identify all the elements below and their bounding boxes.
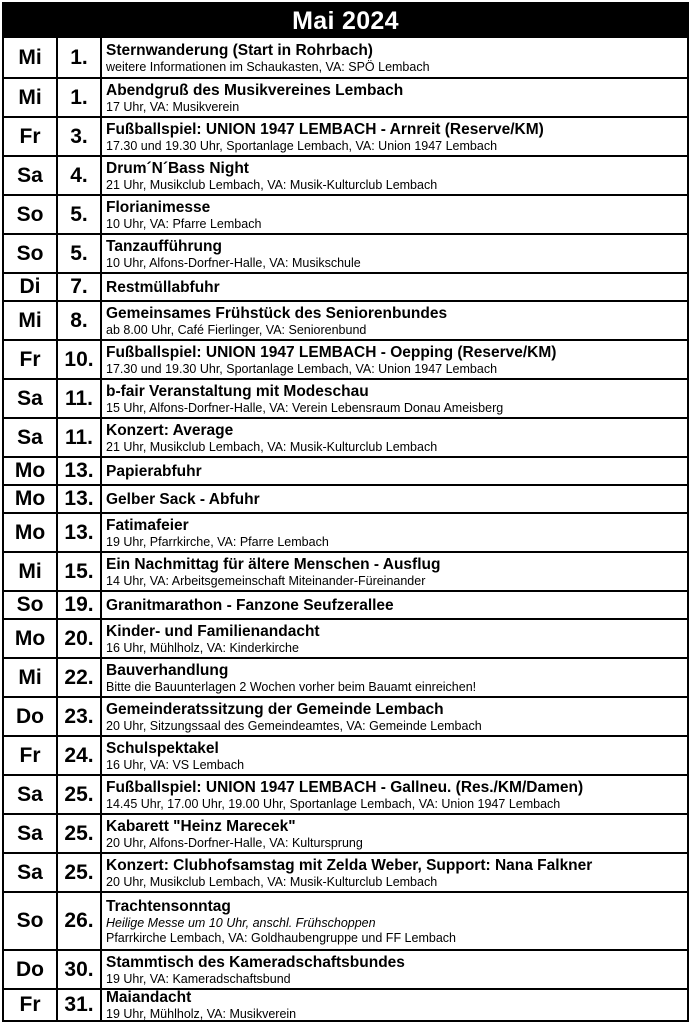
event-title: Kabarett "Heinz Marecek" (106, 817, 296, 835)
date-cell: 13. (58, 514, 102, 551)
event-title: Maiandacht (106, 990, 192, 1006)
event-row (4, 696, 687, 735)
event-title: Ein Nachmittag für ältere Menschen - Ausflug (106, 555, 441, 573)
event-row (4, 774, 687, 813)
event-cell (102, 514, 687, 551)
event-row (4, 300, 687, 339)
month-title: Mai 2024 (292, 6, 399, 35)
event-row (4, 77, 687, 116)
date-cell: 25. (58, 854, 102, 891)
event-cell (102, 990, 687, 1020)
event-row (4, 891, 687, 949)
event-cell (102, 274, 687, 300)
date-cell: 11. (58, 380, 102, 417)
event-title: Trachtensonntag (106, 897, 231, 915)
weekday-cell: Mi (4, 302, 58, 339)
event-cell (102, 341, 687, 378)
date-cell: 3. (58, 118, 102, 155)
event-row (4, 590, 687, 618)
event-cell (102, 951, 687, 988)
event-detail: 17.30 und 19.30 Uhr, Sportanlage Lembach, VA: Union 1947 Lembach (106, 361, 498, 376)
event-title: Granitmarathon - Fanzone Seufzerallee (106, 596, 394, 614)
event-cell (102, 196, 687, 233)
weekday-cell: Mo (4, 514, 58, 551)
event-title: Fußballspiel: UNION 1947 LEMBACH - Oepping (Reserve/KM) (106, 343, 557, 361)
event-calendar (2, 2, 689, 1022)
event-row (4, 233, 687, 272)
weekday-cell: Fr (4, 341, 58, 378)
weekday-cell: Mi (4, 659, 58, 696)
event-title: Bauverhandlung (106, 661, 229, 679)
weekday-cell: Mi (4, 79, 58, 116)
event-cell (102, 854, 687, 891)
event-title: Papierabfuhr (106, 462, 202, 480)
event-title: Schulspektakel (106, 739, 219, 757)
event-title: Fatimafeier (106, 516, 189, 534)
event-row (4, 38, 687, 77)
event-detail: 14 Uhr, VA: Arbeitsgemeinschaft Miteinander-Füreinander (106, 573, 426, 588)
event-title: Fußballspiel: UNION 1947 LEMBACH - Gallneu. (Res./KM/Damen) (106, 778, 584, 796)
event-row (4, 116, 687, 155)
weekday-cell: Do (4, 951, 58, 988)
event-title: Gemeinsames Frühstück des Seniorenbundes (106, 304, 448, 322)
event-title: Tanzaufführung (106, 237, 222, 255)
event-detail: 16 Uhr, VA: VS Lembach (106, 757, 245, 772)
date-cell: 13. (58, 486, 102, 512)
date-cell: 11. (58, 419, 102, 456)
date-cell: 15. (58, 553, 102, 590)
event-detail: 19 Uhr, Mühlholz, VA: Musikverein (106, 1007, 297, 1020)
event-cell (102, 157, 687, 194)
event-row (4, 417, 687, 456)
event-detail: 16 Uhr, Mühlholz, VA: Kinderkirche (106, 640, 299, 655)
event-row (4, 272, 687, 300)
event-row (4, 194, 687, 233)
weekday-cell: So (4, 196, 58, 233)
event-detail: 19 Uhr, Pfarrkirche, VA: Pfarre Lembach (106, 534, 329, 549)
weekday-cell: Fr (4, 737, 58, 774)
event-row (4, 988, 687, 1020)
event-cell (102, 698, 687, 735)
event-row (4, 813, 687, 852)
weekday-cell: Mo (4, 458, 58, 484)
event-cell (102, 486, 687, 512)
event-detail: 21 Uhr, Musikclub Lembach, VA: Musik-Kulturclub Lembach (106, 177, 438, 192)
event-detail: ab 8.00 Uhr, Café Fierlinger, VA: Seniorenbund (106, 322, 367, 337)
event-row (4, 512, 687, 551)
event-title: Konzert: Average (106, 421, 234, 439)
event-title: Fußballspiel: UNION 1947 LEMBACH - Arnreit (Reserve/KM) (106, 120, 544, 138)
date-cell: 25. (58, 776, 102, 813)
event-detail: 17.30 und 19.30 Uhr, Sportanlage Lembach, VA: Union 1947 Lembach (106, 138, 498, 153)
event-detail: 21 Uhr, Musikclub Lembach, VA: Musik-Kulturclub Lembach (106, 439, 438, 454)
event-cell (102, 659, 687, 696)
event-cell (102, 458, 687, 484)
event-detail: 17 Uhr, VA: Musikverein (106, 99, 240, 114)
weekday-cell: Do (4, 698, 58, 735)
weekday-cell: Mi (4, 38, 58, 77)
date-cell: 30. (58, 951, 102, 988)
event-row (4, 155, 687, 194)
weekday-cell: Sa (4, 157, 58, 194)
event-title: Gemeinderatssitzung der Gemeinde Lembach (106, 700, 444, 718)
calendar-month-header (4, 4, 687, 38)
event-row (4, 456, 687, 484)
event-detail: Bitte die Bauunterlagen 2 Wochen vorher beim Bauamt einreichen! (106, 679, 477, 694)
date-cell: 4. (58, 157, 102, 194)
date-cell: 24. (58, 737, 102, 774)
weekday-cell: So (4, 235, 58, 272)
weekday-cell: Di (4, 274, 58, 300)
event-cell (102, 419, 687, 456)
event-row (4, 657, 687, 696)
event-row (4, 551, 687, 590)
event-cell (102, 118, 687, 155)
event-cell (102, 38, 687, 77)
event-row (4, 484, 687, 512)
event-list (4, 38, 687, 1020)
weekday-cell: Sa (4, 815, 58, 852)
event-detail: 20 Uhr, Sitzungssaal des Gemeindeamtes, VA: Gemeinde Lembach (106, 718, 482, 733)
event-title: Sternwanderung (Start in Rohrbach) (106, 41, 373, 59)
event-title: Abendgruß des Musikvereines Lembach (106, 81, 404, 99)
event-row (4, 618, 687, 657)
event-cell (102, 380, 687, 417)
weekday-cell: Fr (4, 990, 58, 1020)
weekday-cell: So (4, 592, 58, 618)
event-detail: 15 Uhr, Alfons-Dorfner-Halle, VA: Verein Lebensraum Donau Ameisberg (106, 400, 504, 415)
weekday-cell: So (4, 893, 58, 949)
event-title: Kinder- und Familienandacht (106, 622, 320, 640)
event-cell (102, 592, 687, 618)
event-title: Stammtisch des Kameradschaftsbundes (106, 953, 405, 971)
event-cell (102, 553, 687, 590)
date-cell: 26. (58, 893, 102, 949)
weekday-cell: Fr (4, 118, 58, 155)
event-detail: 19 Uhr, VA: Kameradschaftsbund (106, 971, 291, 986)
event-row (4, 339, 687, 378)
event-cell (102, 79, 687, 116)
date-cell: 10. (58, 341, 102, 378)
event-detail: 20 Uhr, Alfons-Dorfner-Halle, VA: Kultursprung (106, 835, 363, 850)
date-cell: 13. (58, 458, 102, 484)
event-title: Florianimesse (106, 198, 211, 216)
date-cell: 20. (58, 620, 102, 657)
event-detail: 10 Uhr, VA: Pfarre Lembach (106, 216, 262, 231)
date-cell: 25. (58, 815, 102, 852)
event-detail: 14.45 Uhr, 17.00 Uhr, 19.00 Uhr, Sportanlage Lembach, VA: Union 1947 Lembach (106, 796, 561, 811)
weekday-cell: Mo (4, 486, 58, 512)
date-cell: 1. (58, 79, 102, 116)
event-cell (102, 302, 687, 339)
date-cell: 23. (58, 698, 102, 735)
event-title: Konzert: Clubhofsamstag mit Zelda Weber, Support: Nana Falkner (106, 856, 593, 874)
date-cell: 8. (58, 302, 102, 339)
event-cell (102, 737, 687, 774)
event-row (4, 852, 687, 891)
event-cell (102, 620, 687, 657)
date-cell: 22. (58, 659, 102, 696)
date-cell: 1. (58, 38, 102, 77)
event-row (4, 735, 687, 774)
date-cell: 7. (58, 274, 102, 300)
event-cell (102, 776, 687, 813)
event-title: Restmüllabfuhr (106, 278, 220, 296)
event-cell (102, 893, 687, 949)
weekday-cell: Sa (4, 380, 58, 417)
event-detail: Heilige Messe um 10 Uhr, anschl. Frühschoppen (106, 915, 376, 930)
event-title: b-fair Veranstaltung mit Modeschau (106, 382, 369, 400)
event-title: Drum´N´Bass Night (106, 159, 249, 177)
weekday-cell: Mo (4, 620, 58, 657)
event-detail: weitere Informationen im Schaukasten, VA: SPÖ Lembach (106, 59, 430, 74)
event-row (4, 378, 687, 417)
event-cell (102, 815, 687, 852)
event-detail: Pfarrkirche Lembach, VA: Goldhaubengruppe und FF Lembach (106, 930, 456, 945)
date-cell: 5. (58, 235, 102, 272)
event-title: Gelber Sack - Abfuhr (106, 490, 260, 508)
event-row (4, 949, 687, 988)
event-detail: 10 Uhr, Alfons-Dorfner-Halle, VA: Musikschule (106, 255, 361, 270)
weekday-cell: Mi (4, 553, 58, 590)
weekday-cell: Sa (4, 854, 58, 891)
date-cell: 19. (58, 592, 102, 618)
date-cell: 5. (58, 196, 102, 233)
event-cell (102, 235, 687, 272)
weekday-cell: Sa (4, 419, 58, 456)
event-detail: 20 Uhr, Musikclub Lembach, VA: Musik-Kulturclub Lembach (106, 874, 438, 889)
date-cell: 31. (58, 990, 102, 1020)
weekday-cell: Sa (4, 776, 58, 813)
